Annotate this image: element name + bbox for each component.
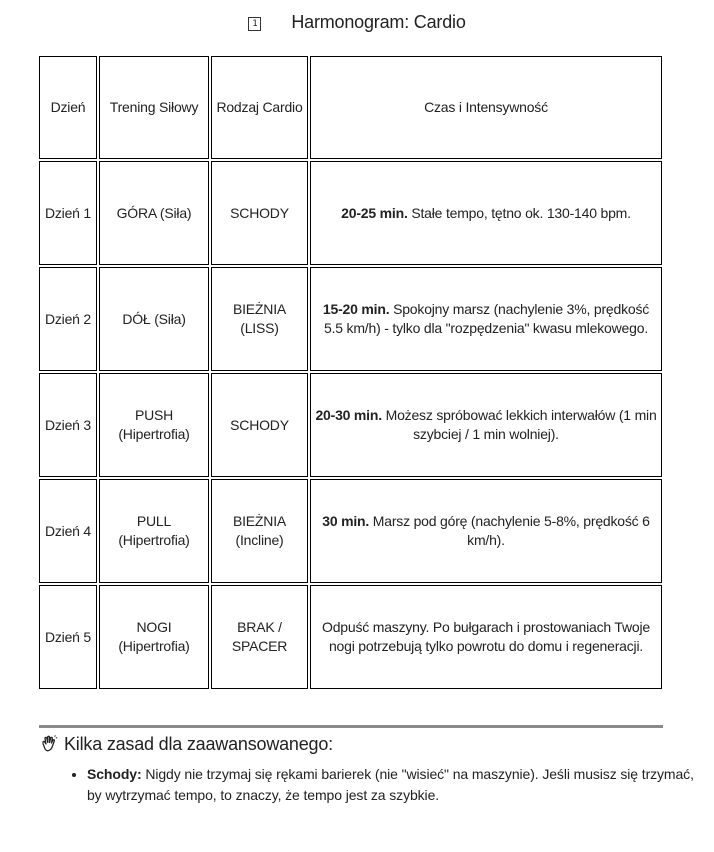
table-header-row [39,56,662,159]
day-cell: Dzień 5 [39,585,97,689]
cardio-cell: BRAK / SPACER [211,585,308,689]
cardio-cell: BIEŻNIA (Incline) [211,479,308,583]
column-header-cardio: Rodzaj Cardio [211,56,308,159]
section-divider [39,725,663,728]
intensity-cell [310,373,662,477]
number-badge-icon: 1 [248,17,261,31]
cardio-cell: SCHODY [211,161,308,265]
column-header-day: Dzień [39,56,97,159]
page-title-text: Harmonogram: Cardio [291,12,466,32]
section-heading-text: Kilka zasad dla zaawansowanego: [64,734,333,754]
section-heading [40,734,333,755]
intensity-description: Spokojny marsz (nachylenie 3%, prędkość 5.5 km/h) - tylko dla "rozpędzenia" kwasu mlekowego. [323,301,650,336]
duration-text: 15-20 min. [322,301,390,317]
cardio-cell: BIEŻNIA (LISS) [211,267,308,371]
table-row [39,585,662,689]
table-row [39,267,662,371]
intensity-description: Odpuść maszyny. Po bułgarach i prostowaniach Twoje nogi potrzebują tylko powrotu do domu i regeneracji. [322,619,650,654]
intensity-description: Stałe tempo, tętno ok. 130-140 bpm. [407,204,631,221]
tip-text: Nigdy nie trzymaj się rękami barierek (nie "wisieć" na maszynie). Jeśli musisz się trzymać, by wytrzymać tempo, to znaczy, że tempo jest za szybkie. [87,766,694,803]
column-header-time: Czas i Intensywność [310,56,662,159]
table-row [39,373,662,477]
cardio-cell: SCHODY [211,373,308,477]
waving-hand-icon [40,735,58,753]
intensity-description: Marsz pod górę (nachylenie 5-8%, prędkość 6 km/h). [369,513,650,548]
day-cell: Dzień 2 [39,267,97,371]
day-cell: Dzień 3 [39,373,97,477]
table-row [39,479,662,583]
intensity-cell [310,479,662,583]
tips-list [47,764,697,806]
cardio-schedule-table [37,54,664,691]
table-row [39,161,662,265]
intensity-cell [310,161,662,265]
duration-text: 20-30 min. [315,407,382,423]
intensity-cell [310,267,662,371]
training-cell: GÓRA (Siła) [99,161,209,265]
column-header-training: Trening Siłowy [99,56,209,159]
day-cell: Dzień 1 [39,161,97,265]
duration-text: 20-25 min. [341,204,408,221]
intensity-description: Możesz spróbować lekkich interwałów (1 min szybciej / 1 min wolniej). [381,407,657,442]
training-cell: DÓŁ (Siła) [99,267,209,371]
list-item [87,764,697,806]
page-title [0,12,714,33]
duration-text: 30 min. [322,513,370,529]
training-cell: PULL (Hipertrofia) [99,479,209,583]
training-cell: NOGI (Hipertrofia) [99,585,209,689]
tip-label: Schody: [87,766,142,782]
training-cell: PUSH (Hipertrofia) [99,373,209,477]
day-cell: Dzień 4 [39,479,97,583]
intensity-cell [310,585,662,689]
